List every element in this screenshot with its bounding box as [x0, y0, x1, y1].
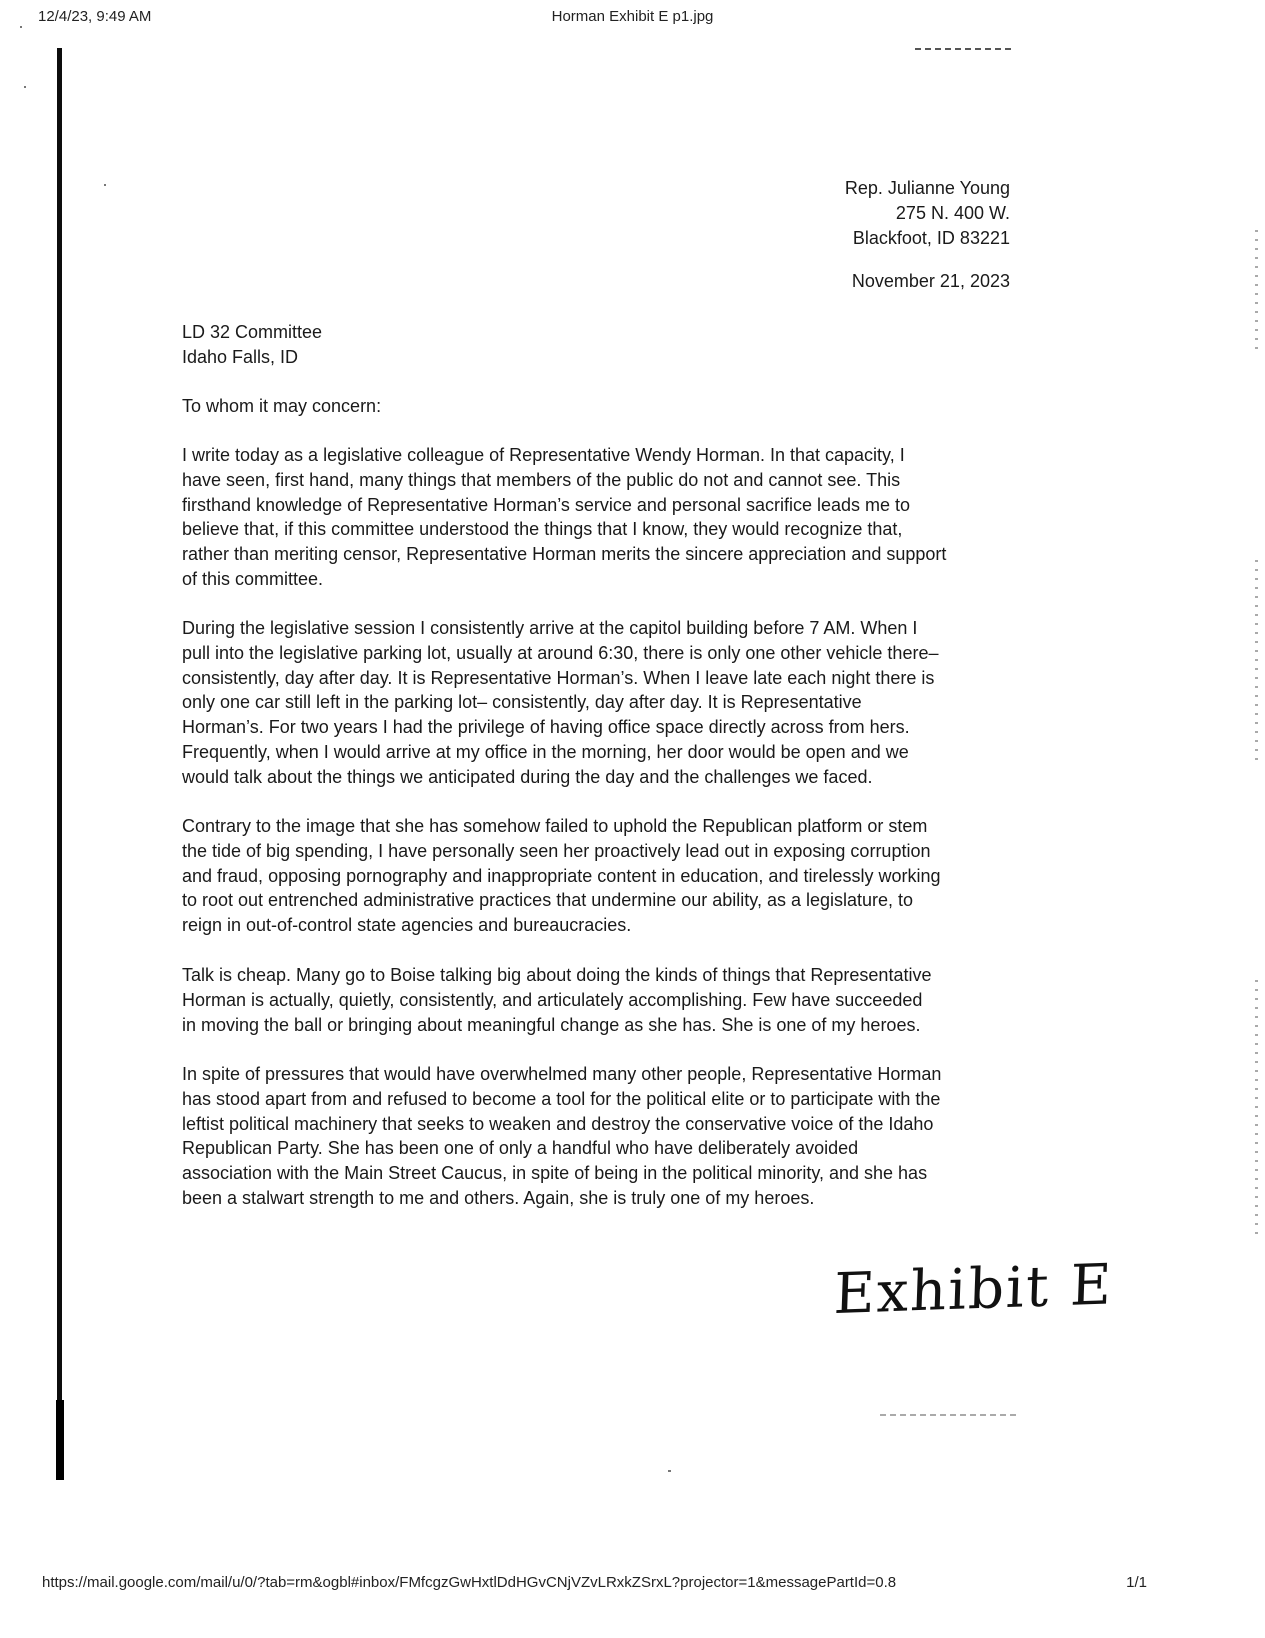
paragraph-line: consistently, day after day. It is Representative Horman’s. When I leave late each night there is [182, 667, 935, 688]
print-title: Horman Exhibit E p1.jpg [551, 8, 714, 25]
sender-street: 275 N. 400 W. [895, 203, 1010, 223]
paragraph-line: association with the Main Street Caucus, in spite of being in the political minority, and she has [182, 1163, 928, 1184]
print-footer [0, 1574, 1265, 1598]
scan-speck [24, 86, 26, 88]
salutation: To whom it may concern: [182, 396, 382, 416]
sender-city: Blackfoot, ID 83221 [852, 228, 1010, 248]
paragraph-line: of this committee. [182, 568, 324, 589]
paragraph-1 [182, 443, 1012, 592]
scan-right-mark [1255, 230, 1258, 350]
recipient-line2: Idaho Falls, ID [182, 347, 299, 367]
paragraph-line: In spite of pressures that would have overwhelmed many other people, Representative Horman [182, 1064, 942, 1084]
paragraph-line: I write today as a legislative colleague of Representative Wendy Horman. In that capacity, I [182, 445, 905, 465]
paragraph-line: leftist political machinery that seeks to weaken and destroy the conservative voice of the Idaho [182, 1113, 934, 1134]
paragraph-line: believe that, if this committee understood the things that I know, they would recognize that, [182, 519, 903, 540]
paragraph-line: Frequently, when I would arrive at my office in the morning, her door would be open and we [182, 741, 909, 762]
paragraph-line: Republican Party. She has been one of only a handful who have deliberately avoided [182, 1138, 859, 1159]
paragraph-line: rather than meriting censor, Representative Horman merits the sincere appreciation and support [182, 544, 947, 565]
sender-address [740, 176, 1010, 251]
paragraph-3 [182, 814, 1012, 938]
paragraph-line: Horman’s. For two years I had the privilege of having office space directly across from hers. [182, 717, 910, 738]
scan-edge-bar-thick [56, 1400, 64, 1480]
paragraph-line: only one car still left in the parking lot– consistently, day after day. It is Representative [182, 692, 862, 713]
paragraph-line: and fraud, opposing pornography and inappropriate content in education, and tirelessly working [182, 865, 941, 886]
paragraph-line: Contrary to the image that she has somehow failed to uphold the Republican platform or stem [182, 816, 928, 836]
paragraph-line: to root out entrenched administrative practices that undermine our ability, as a legislature, to [182, 890, 914, 911]
paragraph-2 [182, 616, 1012, 790]
scan-speck [104, 184, 106, 186]
paragraph-line: firsthand knowledge of Representative Horman’s service and personal sacrifice leads me to [182, 494, 911, 515]
paragraph-line: pull into the legislative parking lot, usually at around 6:30, there is only one other vehicle there– [182, 642, 939, 663]
scan-speck [668, 1470, 671, 1472]
paragraph-line: Horman is actually, quietly, consistently, and articulately accomplishing. Few have succeeded [182, 989, 923, 1010]
scan-dash-top [915, 48, 1015, 50]
paragraph-line: have seen, first hand, many things that members of the public do not and cannot see. This [182, 469, 901, 490]
paragraph-line: Talk is cheap. Many go to Boise talking big about doing the kinds of things that Representative [182, 965, 932, 985]
paragraph-line: During the legislative session I consistently arrive at the capitol building before 7 AM. When I [182, 618, 918, 638]
scan-dash-bottom [880, 1414, 1020, 1416]
print-url: https://mail.google.com/mail/u/0/?tab=rm&ogbl#inbox/FMfcgzGwHxtlDdHGvCNjVZvLRxkZSrxL?projector=1&messagePartId=0.8 [42, 1574, 897, 1591]
print-timestamp: 12/4/23, 9:49 AM [38, 8, 152, 25]
scan-right-mark [1255, 980, 1258, 1240]
recipient-line1: LD 32 Committee [182, 322, 323, 342]
letter-date: November 21, 2023 [851, 271, 1010, 291]
paragraph-5 [182, 1062, 1012, 1211]
paragraph-line: would talk about the things we anticipated during the day and the challenges we faced. [182, 766, 873, 787]
scan-edge-bar [57, 48, 62, 1466]
scan-speck [20, 26, 22, 28]
paragraph-line: been a stalwart strength to me and others. Again, she is truly one of my heroes. [182, 1187, 815, 1208]
print-header [0, 8, 1265, 32]
paragraph-line: the tide of big spending, I have personally seen her proactively lead out in exposing corruption [182, 840, 931, 861]
paragraph-line: has stood apart from and refused to become a tool for the political elite or to participate with the [182, 1088, 941, 1109]
scan-right-mark [1255, 560, 1258, 760]
paragraph-4 [182, 963, 1012, 1037]
handwritten-exhibit-label: Exhibit E [832, 1252, 1115, 1328]
print-page-count: 1/1 [1126, 1574, 1147, 1591]
sender-name: Rep. Julianne Young [844, 178, 1010, 198]
paragraph-line: in moving the ball or bringing about meaningful change as she has. She is one of my heroes. [182, 1014, 921, 1035]
recipient-address [182, 320, 322, 370]
paragraph-line: reign in out-of-control state agencies and bureaucracies. [182, 915, 632, 936]
